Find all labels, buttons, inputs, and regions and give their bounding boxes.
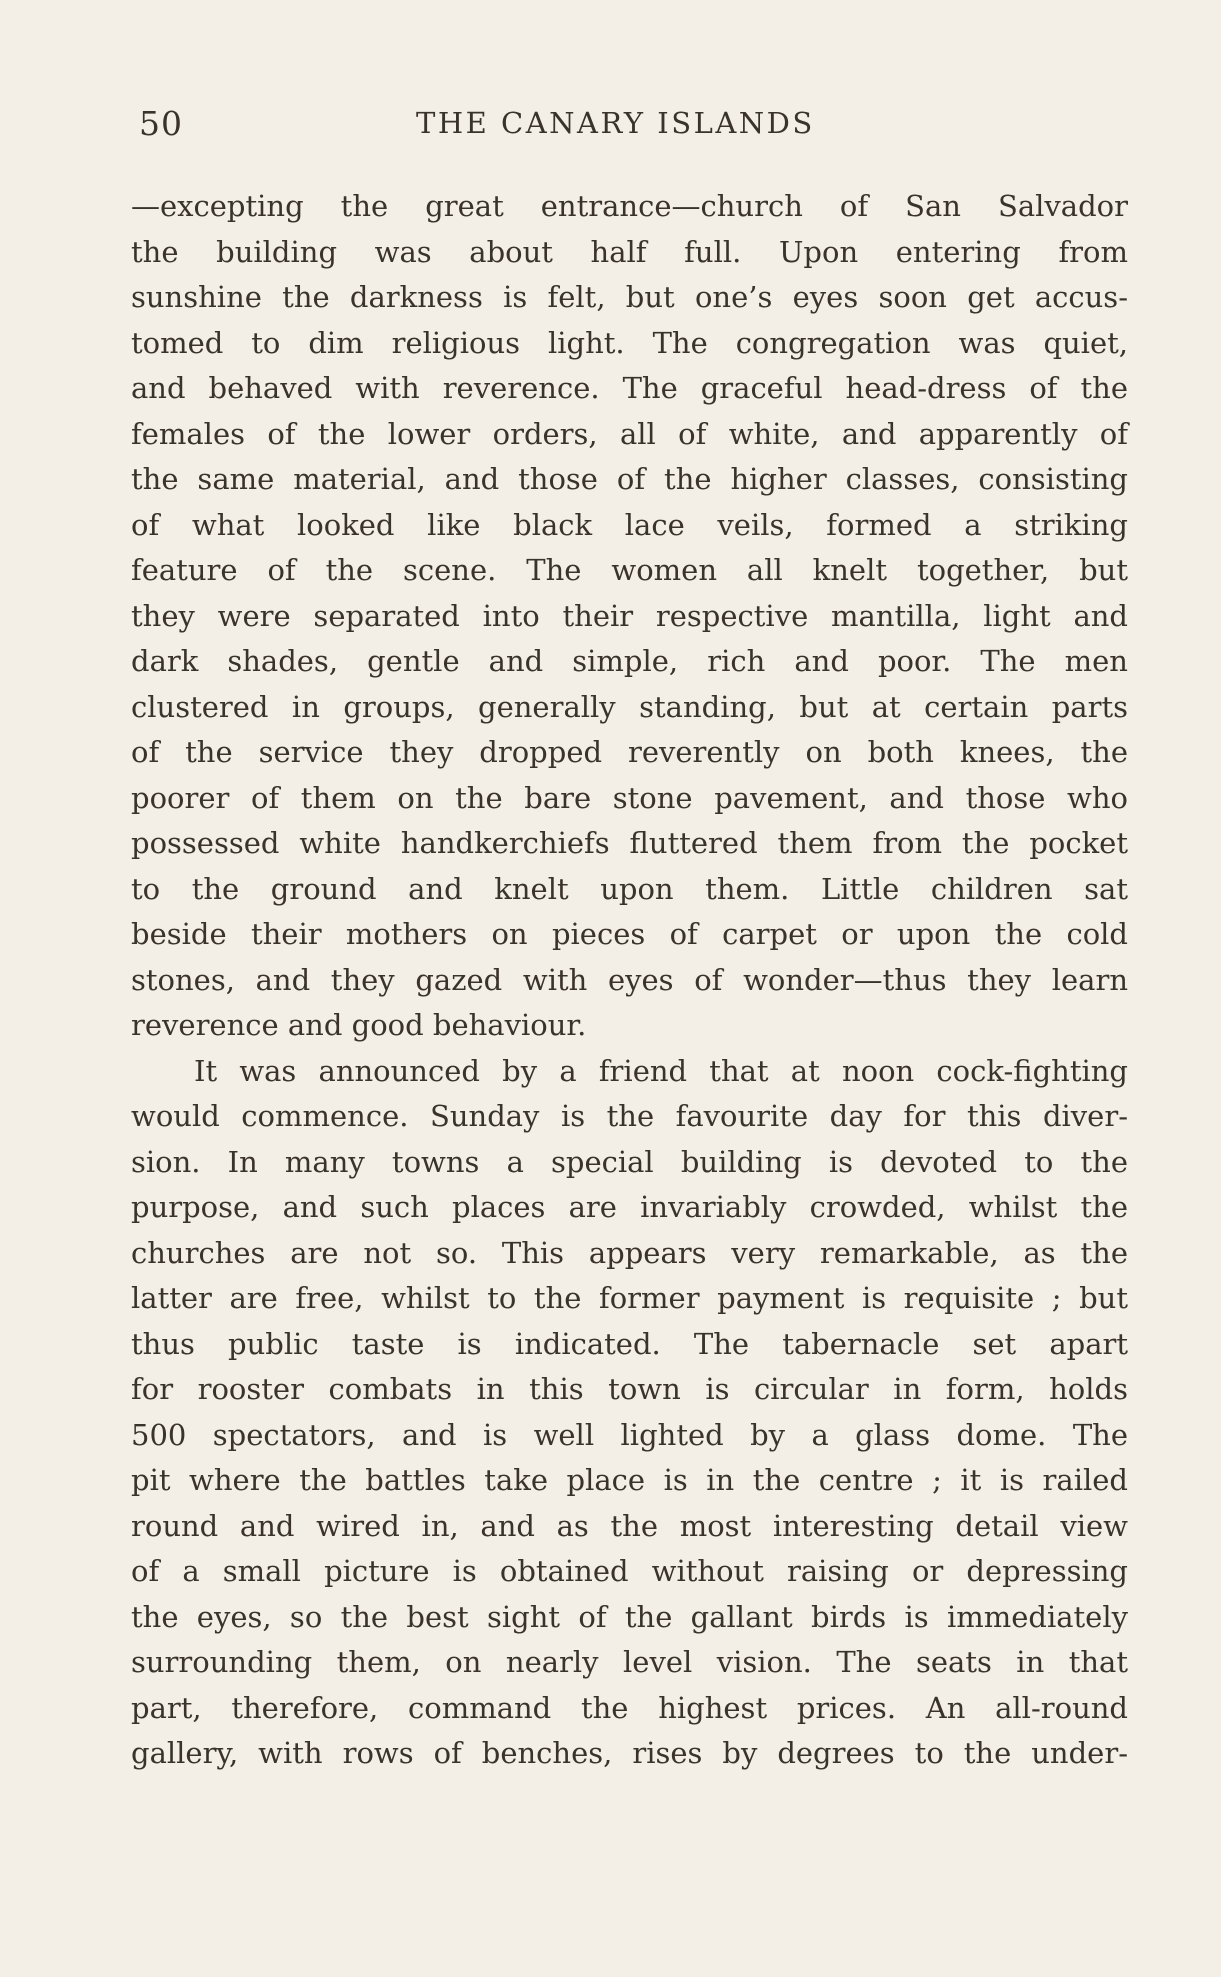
text-line: pit where the battles take place is in the centre ; it is railed bbox=[131, 1463, 1128, 1497]
text-line: thus public taste is indicated. The tabernacle set apart bbox=[131, 1326, 1128, 1361]
paragraph-start-line: It was announced by a friend that at noon cock-fighting bbox=[194, 1053, 1128, 1088]
text-line: they were separated into their respective mantilla, light and bbox=[131, 598, 1128, 633]
text-line: latter are free, whilst to the former payment is requisite ; but bbox=[131, 1281, 1128, 1315]
text-line: sunshine the darkness is felt, but one’s eyes soon get accus- bbox=[131, 280, 1128, 314]
text-line: dark shades, gentle and simple, rich and poor. The men bbox=[131, 644, 1128, 678]
text-line: surrounding them, on nearly level vision. The seats in that bbox=[131, 1645, 1128, 1679]
text-line: sion. In many towns a special building is devoted to the bbox=[131, 1144, 1128, 1179]
text-line: part, therefore, command the highest prices. An all-round bbox=[131, 1690, 1128, 1725]
text-line: the same material, and those of the higher classes, consisting bbox=[131, 462, 1128, 496]
paragraph-end-line: reverence and good behaviour. bbox=[131, 1008, 587, 1042]
body-text bbox=[131, 184, 1128, 1777]
text-line: of the service they dropped reverently on both knees, the bbox=[131, 735, 1128, 769]
text-line: clustered in groups, generally standing, but at certain parts bbox=[131, 689, 1128, 724]
text-line: of what looked like black lace veils, formed a striking bbox=[131, 507, 1128, 542]
text-line: gallery, with rows of benches, rises by degrees to the under- bbox=[131, 1736, 1128, 1770]
text-line: and behaved with reverence. The graceful head-dress of the bbox=[131, 371, 1128, 405]
text-line: to the ground and knelt upon them. Little children sat bbox=[131, 871, 1128, 906]
text-line: stones, and they gazed with eyes of wonder—thus they learn bbox=[131, 962, 1128, 997]
text-line: round and wired in, and as the most interesting detail view bbox=[131, 1508, 1128, 1543]
text-line: possessed white handkerchiefs fluttered them from the pocket bbox=[131, 826, 1128, 860]
text-line: of a small picture is obtained without raising or depressing bbox=[131, 1554, 1128, 1588]
text-line: purpose, and such places are invariably crowded, whilst the bbox=[131, 1190, 1128, 1224]
text-line: females of the lower orders, all of white, and apparently of bbox=[131, 416, 1128, 451]
text-line: churches are not so. This appears very remarkable, as the bbox=[131, 1235, 1128, 1270]
page-number: 50 bbox=[139, 104, 183, 143]
text-line: for rooster combats in this town is circular in form, holds bbox=[131, 1372, 1128, 1406]
text-line: the eyes, so the best sight of the gallant birds is immediately bbox=[131, 1599, 1128, 1634]
text-line: beside their mothers on pieces of carpet or upon the cold bbox=[131, 917, 1128, 951]
text-line: poorer of them on the bare stone pavement, and those who bbox=[131, 780, 1128, 815]
text-line: the building was about half full. Upon entering from bbox=[131, 234, 1128, 269]
text-line: would commence. Sunday is the favourite day for this diver- bbox=[131, 1099, 1128, 1133]
page-header bbox=[131, 104, 1131, 154]
text-line: 500 spectators, and is well lighted by a glass dome. The bbox=[131, 1417, 1128, 1452]
text-line: —excepting the great entrance—church of San Salvador bbox=[131, 189, 1128, 223]
running-title: THE CANARY ISLANDS bbox=[416, 106, 815, 140]
text-line: tomed to dim religious light. The congregation was quiet, bbox=[131, 325, 1128, 360]
text-line: feature of the scene. The women all knelt together, but bbox=[131, 553, 1128, 587]
